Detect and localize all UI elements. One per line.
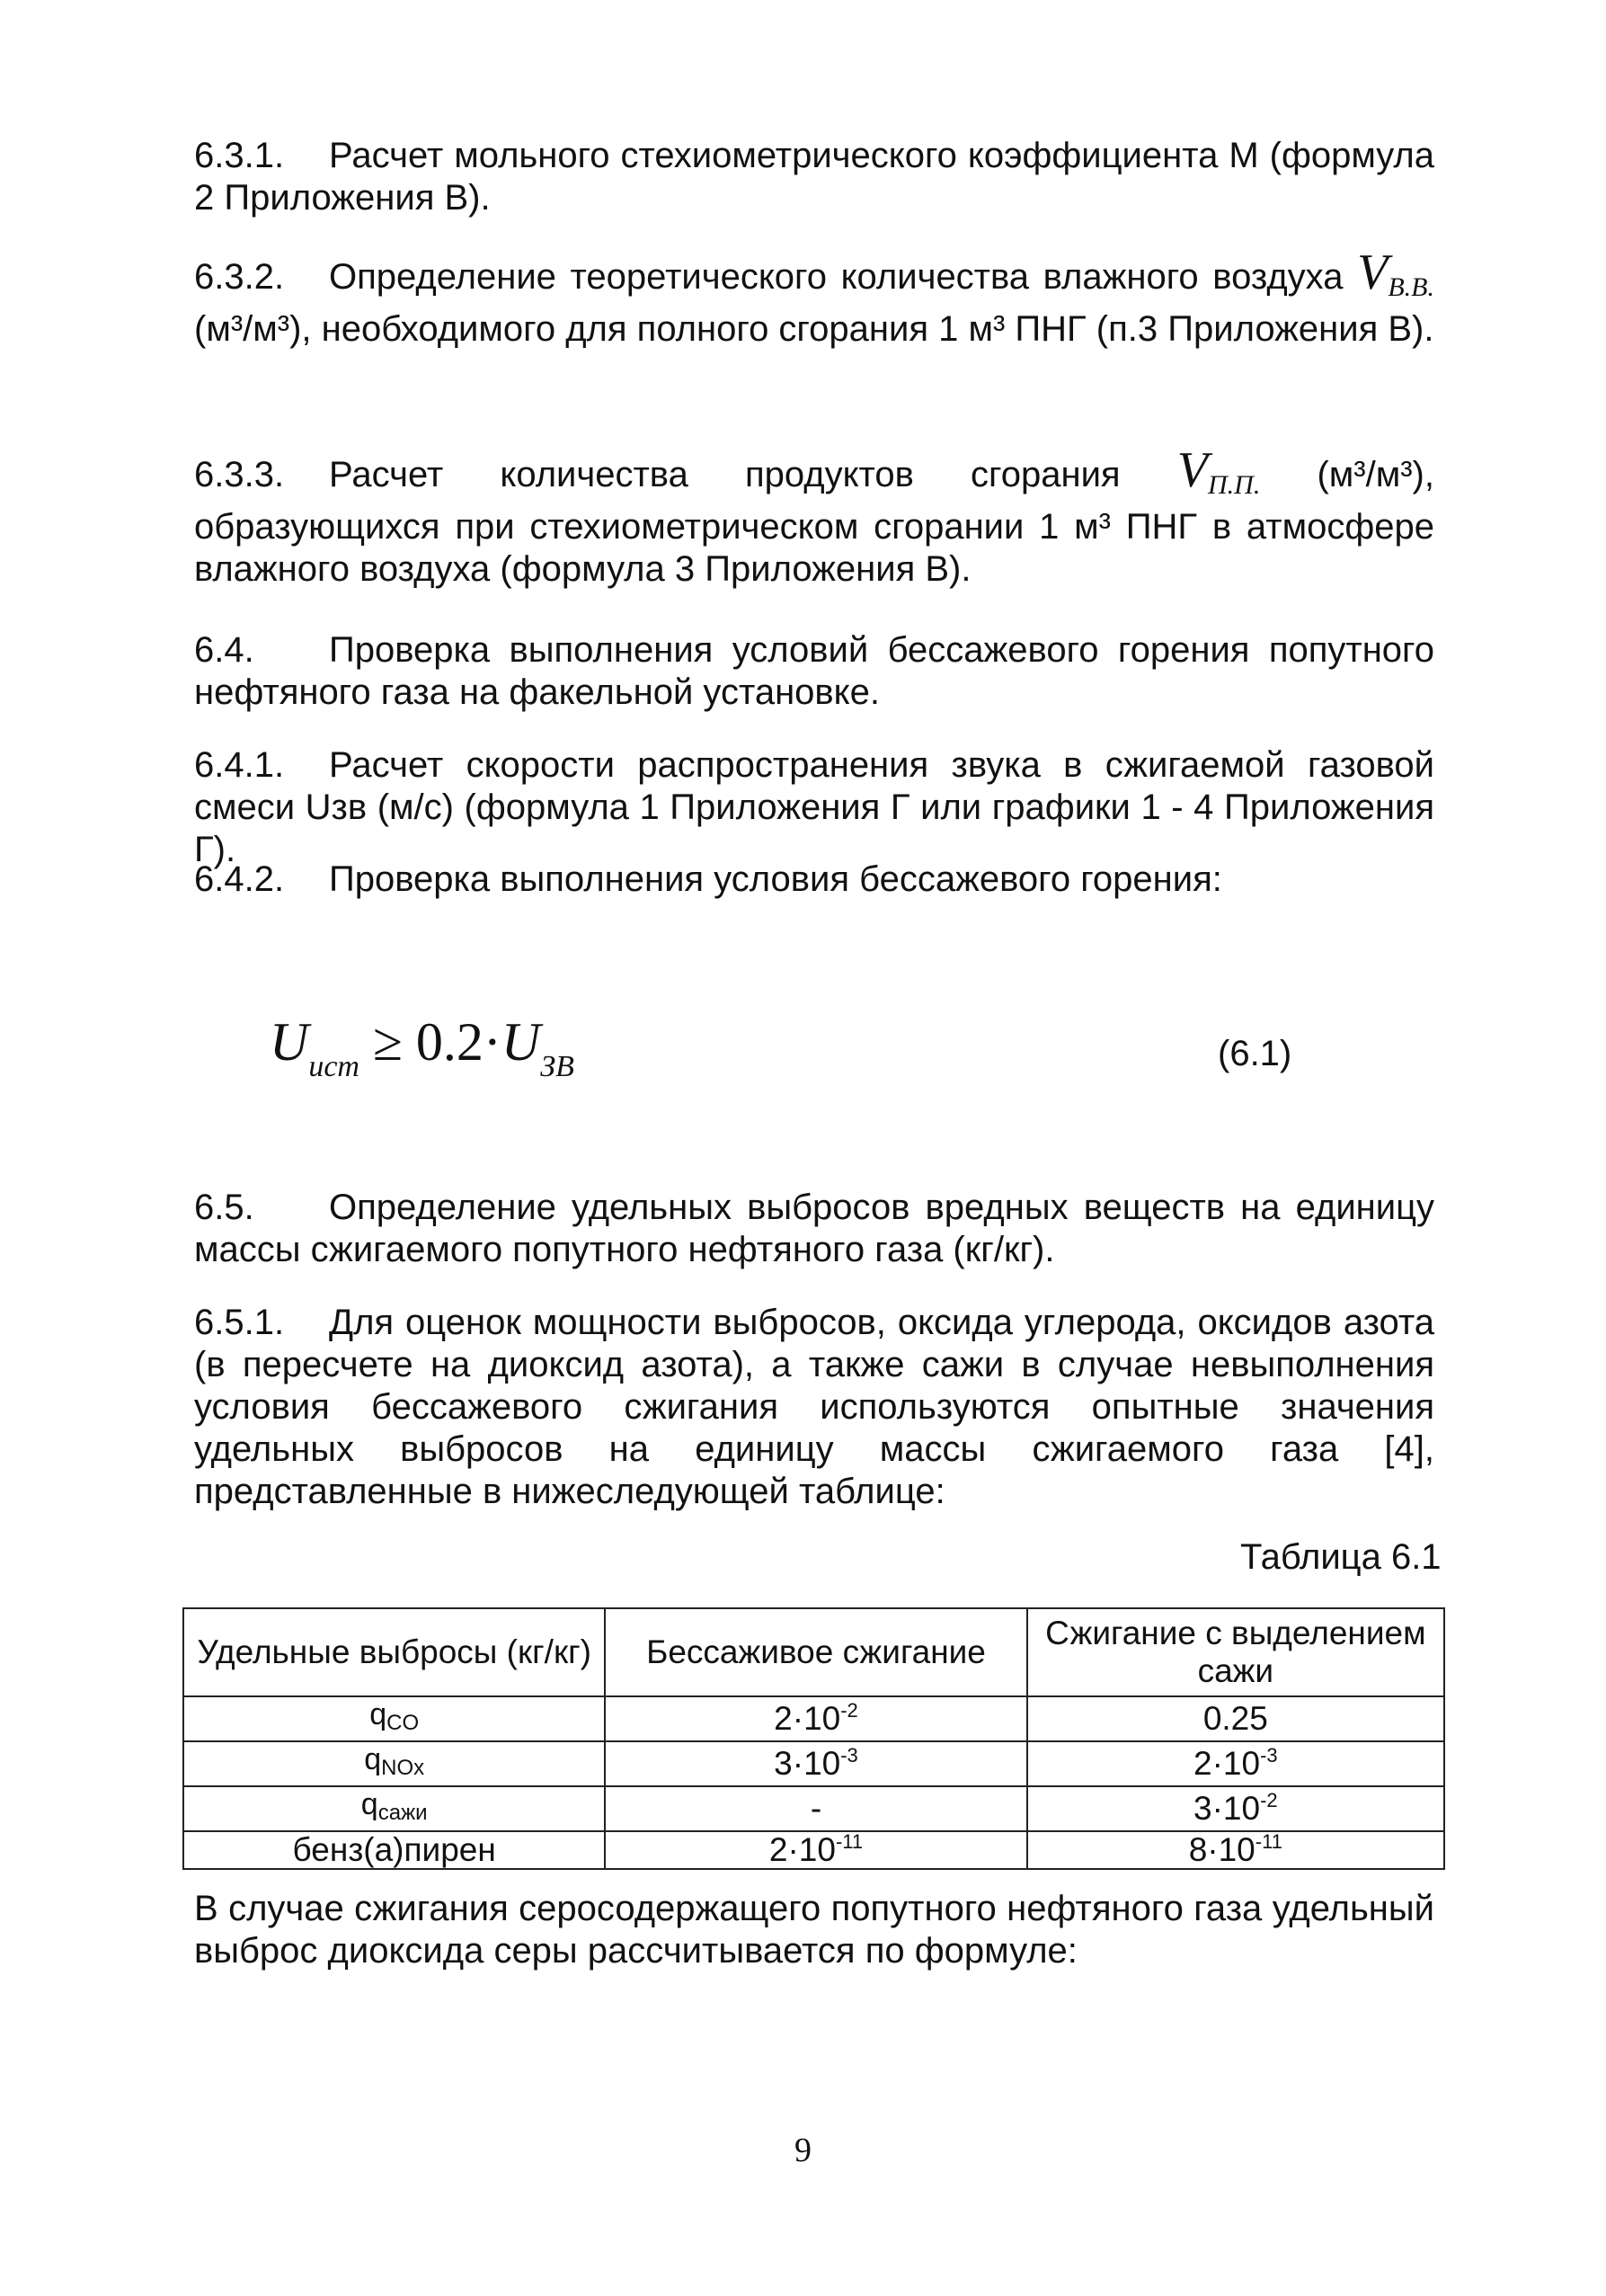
column-header: Удельные выбросы (кг/кг)	[183, 1608, 605, 1696]
symbol-v-pp: $V_{П.П.}$	[1176, 442, 1261, 500]
section-text-cont: (м³/м³), необходимого для полного сгорания 1 м³ ПНГ (п.3 Приложения В).	[194, 309, 1434, 349]
section-text: Расчет количества продуктов сгорания	[329, 455, 1121, 494]
section-text: Для оценок мощности выбросов, оксида углерода, оксидов азота (в пересчете на диоксид азота), а также сажи в случае невыполнения условия бессажевого сжигания используются опытные значения удельных выбросов на единицу массы сжигаемого газа [4], представленные в нижеследующей таблице:	[194, 1303, 1434, 1511]
section-text-cont: (м³/м³), образующихся при стехиометрическом сгорании 1 м³ ПНГ в атмосфере влажного воздуха (формула 3 Приложения В).	[194, 455, 1434, 589]
section-number: 6.5.	[194, 1188, 254, 1227]
page-number: 9	[794, 2131, 812, 2169]
section-6-4-2	[194, 859, 1434, 901]
final-paragraph	[194, 1888, 1434, 1972]
section-text: Расчет мольного стехиометрического коэффициента М (формула 2 Приложения В).	[194, 136, 1434, 218]
table-row	[183, 1831, 1444, 1869]
cell-sootless: $3\cdot 10^{-3}$	[605, 1741, 1026, 1786]
section-text: Определение теоретического количества влажного воздуха	[329, 257, 1344, 297]
formula-6-1: $U_{ист} \ge 0.2\cdot U_{ЗВ}$	[270, 1012, 574, 1083]
cell-sootless: -	[605, 1786, 1026, 1831]
section-6-5	[194, 1187, 1434, 1271]
cell-with-soot: $3\cdot 10^{-2}$	[1027, 1786, 1444, 1831]
section-6-4	[194, 629, 1434, 714]
cell-with-soot: 0.25	[1027, 1696, 1444, 1741]
section-number: 6.3.2.	[194, 257, 285, 297]
section-number: 6.4.2.	[194, 859, 285, 899]
table-row	[183, 1741, 1444, 1786]
section-number: 6.4.1.	[194, 745, 285, 785]
section-number: 6.4.	[194, 630, 254, 670]
section-number: 6.3.1.	[194, 136, 285, 175]
column-header: Бессаживое сжигание	[605, 1608, 1026, 1696]
section-6-5-1	[194, 1302, 1434, 1513]
table-row	[183, 1696, 1444, 1741]
cell-with-soot: $8\cdot 10^{-11}$	[1027, 1831, 1444, 1869]
table-header-row	[183, 1608, 1444, 1696]
cell-emission-type: qNOx	[183, 1741, 605, 1786]
section-number: 6.5.1.	[194, 1303, 285, 1342]
section-text: Проверка выполнения условия бессажевого горения:	[329, 859, 1222, 899]
cell-sootless: $2\cdot 10^{-11}$	[605, 1831, 1026, 1869]
paragraph-text: В случае сжигания серосодержащего попутного нефтяного газа удельный выброс диоксида серы рассчитывается по формуле:	[194, 1889, 1434, 1971]
section-text: Проверка выполнения условий бессажевого горения попутного нефтяного газа на факельной установке.	[194, 630, 1434, 712]
section-text: Определение удельных выбросов вредных веществ на единицу массы сжигаемого попутного нефтяного газа (кг/кг).	[194, 1188, 1434, 1269]
formula-number: (6.1)	[1218, 1034, 1292, 1073]
cell-with-soot: $2\cdot 10^{-3}$	[1027, 1741, 1444, 1786]
section-6-4-1	[194, 744, 1434, 871]
section-6-3-3	[194, 442, 1434, 591]
cell-emission-type: qсажи	[183, 1786, 605, 1831]
cell-emission-type: бенз(а)пирен	[183, 1831, 605, 1869]
section-text: Расчет скорости распространения звука в сжигаемой газовой смеси Uзв (м/с) (формула 1 Приложения Г или графики 1 - 4 Приложения Г).	[194, 745, 1434, 869]
table-row	[183, 1786, 1444, 1831]
section-6-3-1	[194, 135, 1434, 219]
section-number: 6.3.3.	[194, 455, 285, 494]
cell-sootless: $2\cdot 10^{-2}$	[605, 1696, 1026, 1741]
emissions-table	[182, 1607, 1445, 1870]
symbol-v-vv: $V_{В.В.}$	[1357, 245, 1434, 302]
column-header: Сжигание с выделением сажи	[1027, 1608, 1444, 1696]
section-6-3-2	[194, 245, 1434, 351]
table-caption: Таблица 6.1	[1240, 1537, 1442, 1577]
cell-emission-type: qCO	[183, 1696, 605, 1741]
